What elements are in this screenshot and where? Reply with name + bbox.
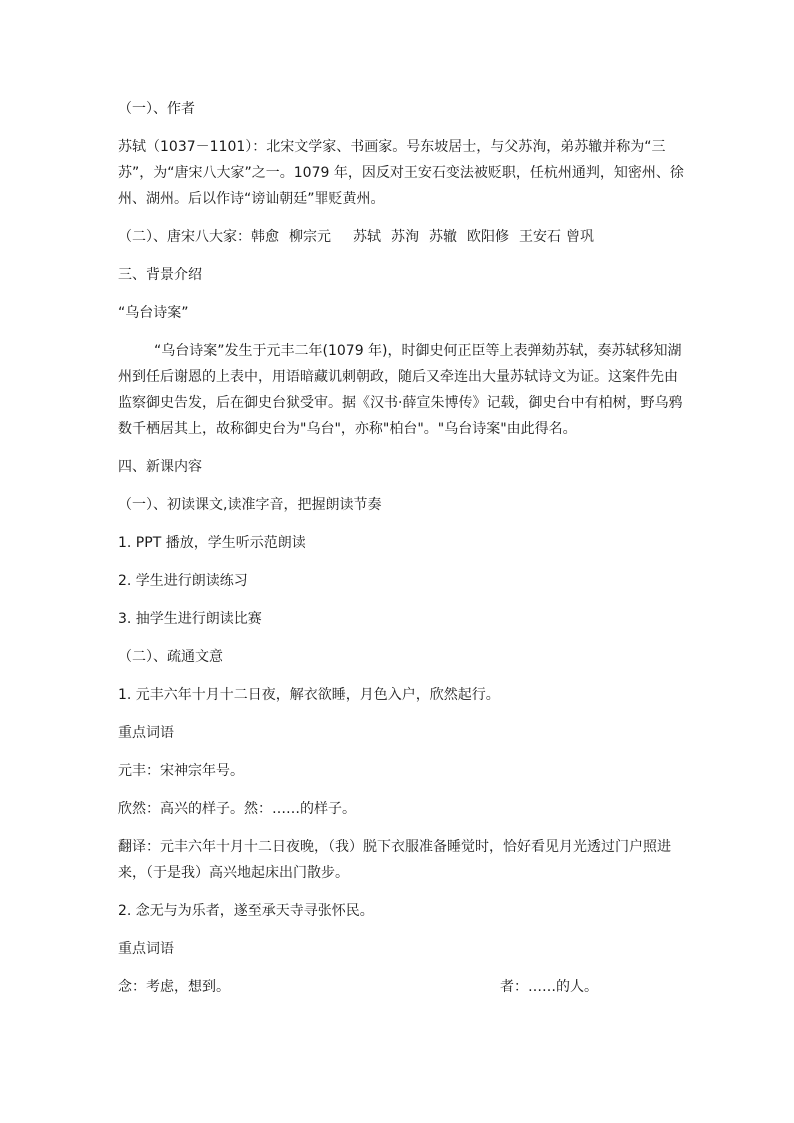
eight-masters-line [118, 224, 688, 250]
key-words-label: 重点词语 [118, 725, 174, 741]
key-words-label: 重点词语 [118, 941, 174, 957]
master-name: 苏轼 [353, 229, 381, 245]
word-yuanfeng: 元丰：宋神宗年号。 [118, 763, 244, 779]
master-name: 柳宗元 [289, 229, 331, 245]
eight-masters-label: （二）、唐宋八大家： [118, 229, 251, 245]
sentence-2: 2. 念无与为乐者，遂至承天寺寻张怀民。 [118, 903, 374, 919]
master-name: 苏洵 [391, 229, 419, 245]
case-text: “乌台诗案”发生于元丰二年(1079 年)，时御史何正臣等上表弹劾苏轼，奏苏轼移知湖州到任后谢恩的上表中，用语暗藏讥刺朝政，随后又牵连出大量苏轼诗文为证。这案件先由监察御史告发，后在御史台狱受审。据《汉书·薛宣朱博传》记载，御史台中有柏树，野乌鸦数千栖居其上，故称御史台为"乌台"，亦称"柏台"。"乌台诗案"由此得名。 [118, 343, 683, 437]
reading-step: 1. PPT 播放，学生听示范朗读 [118, 535, 306, 551]
meaning-heading: （二）、疏通文意 [118, 649, 223, 665]
master-name: 曾巩 [566, 229, 594, 245]
new-lesson-heading: 四、新课内容 [118, 459, 202, 475]
background-heading: 三、背景介绍 [118, 267, 202, 283]
sentence-1: 1. 元丰六年十月十二日夜，解衣欲睡，月色入户，欣然起行。 [118, 687, 500, 703]
reading-step: 2. 学生进行朗读练习 [118, 573, 248, 589]
document-page [118, 96, 688, 1012]
master-name: 欧阳修 [467, 229, 509, 245]
case-title: “乌台诗案” [118, 305, 189, 321]
master-name: 苏辙 [429, 229, 457, 245]
word-zhe: 者：……的人。 [500, 979, 598, 995]
key-words-row [118, 974, 598, 1000]
reading-step: 3. 抽学生进行朗读比赛 [118, 611, 262, 627]
author-heading: （一）、作者 [118, 101, 195, 117]
author-bio: 苏轼（1037－1101）：北宋文学家、书画家。号东坡居士，与父苏洵，弟苏辙并称为“三苏”，为“唐宋八大家”之一。1079 年，因反对王安石变法被贬职，任杭州通判，知密州、徐州、湖州。后以作诗“谤讪朝廷”罪贬黄州。 [118, 139, 684, 207]
word-xinran: 欣然：高兴的样子。然：……的样子。 [118, 801, 356, 817]
master-name: 王安石 [519, 229, 561, 245]
translation-1: 翻译：元丰六年十月十二日夜晚，（我）脱下衣服准备睡觉时，恰好看见月光透过门户照进来，（于是我）高兴地起床出门散步。 [118, 839, 671, 881]
word-nian: 念：考虑，想到。 [118, 979, 230, 995]
reading-heading: （一）、初读课文,读准字音，把握朗读节奏 [118, 497, 382, 513]
master-name: 韩愈 [251, 229, 279, 245]
